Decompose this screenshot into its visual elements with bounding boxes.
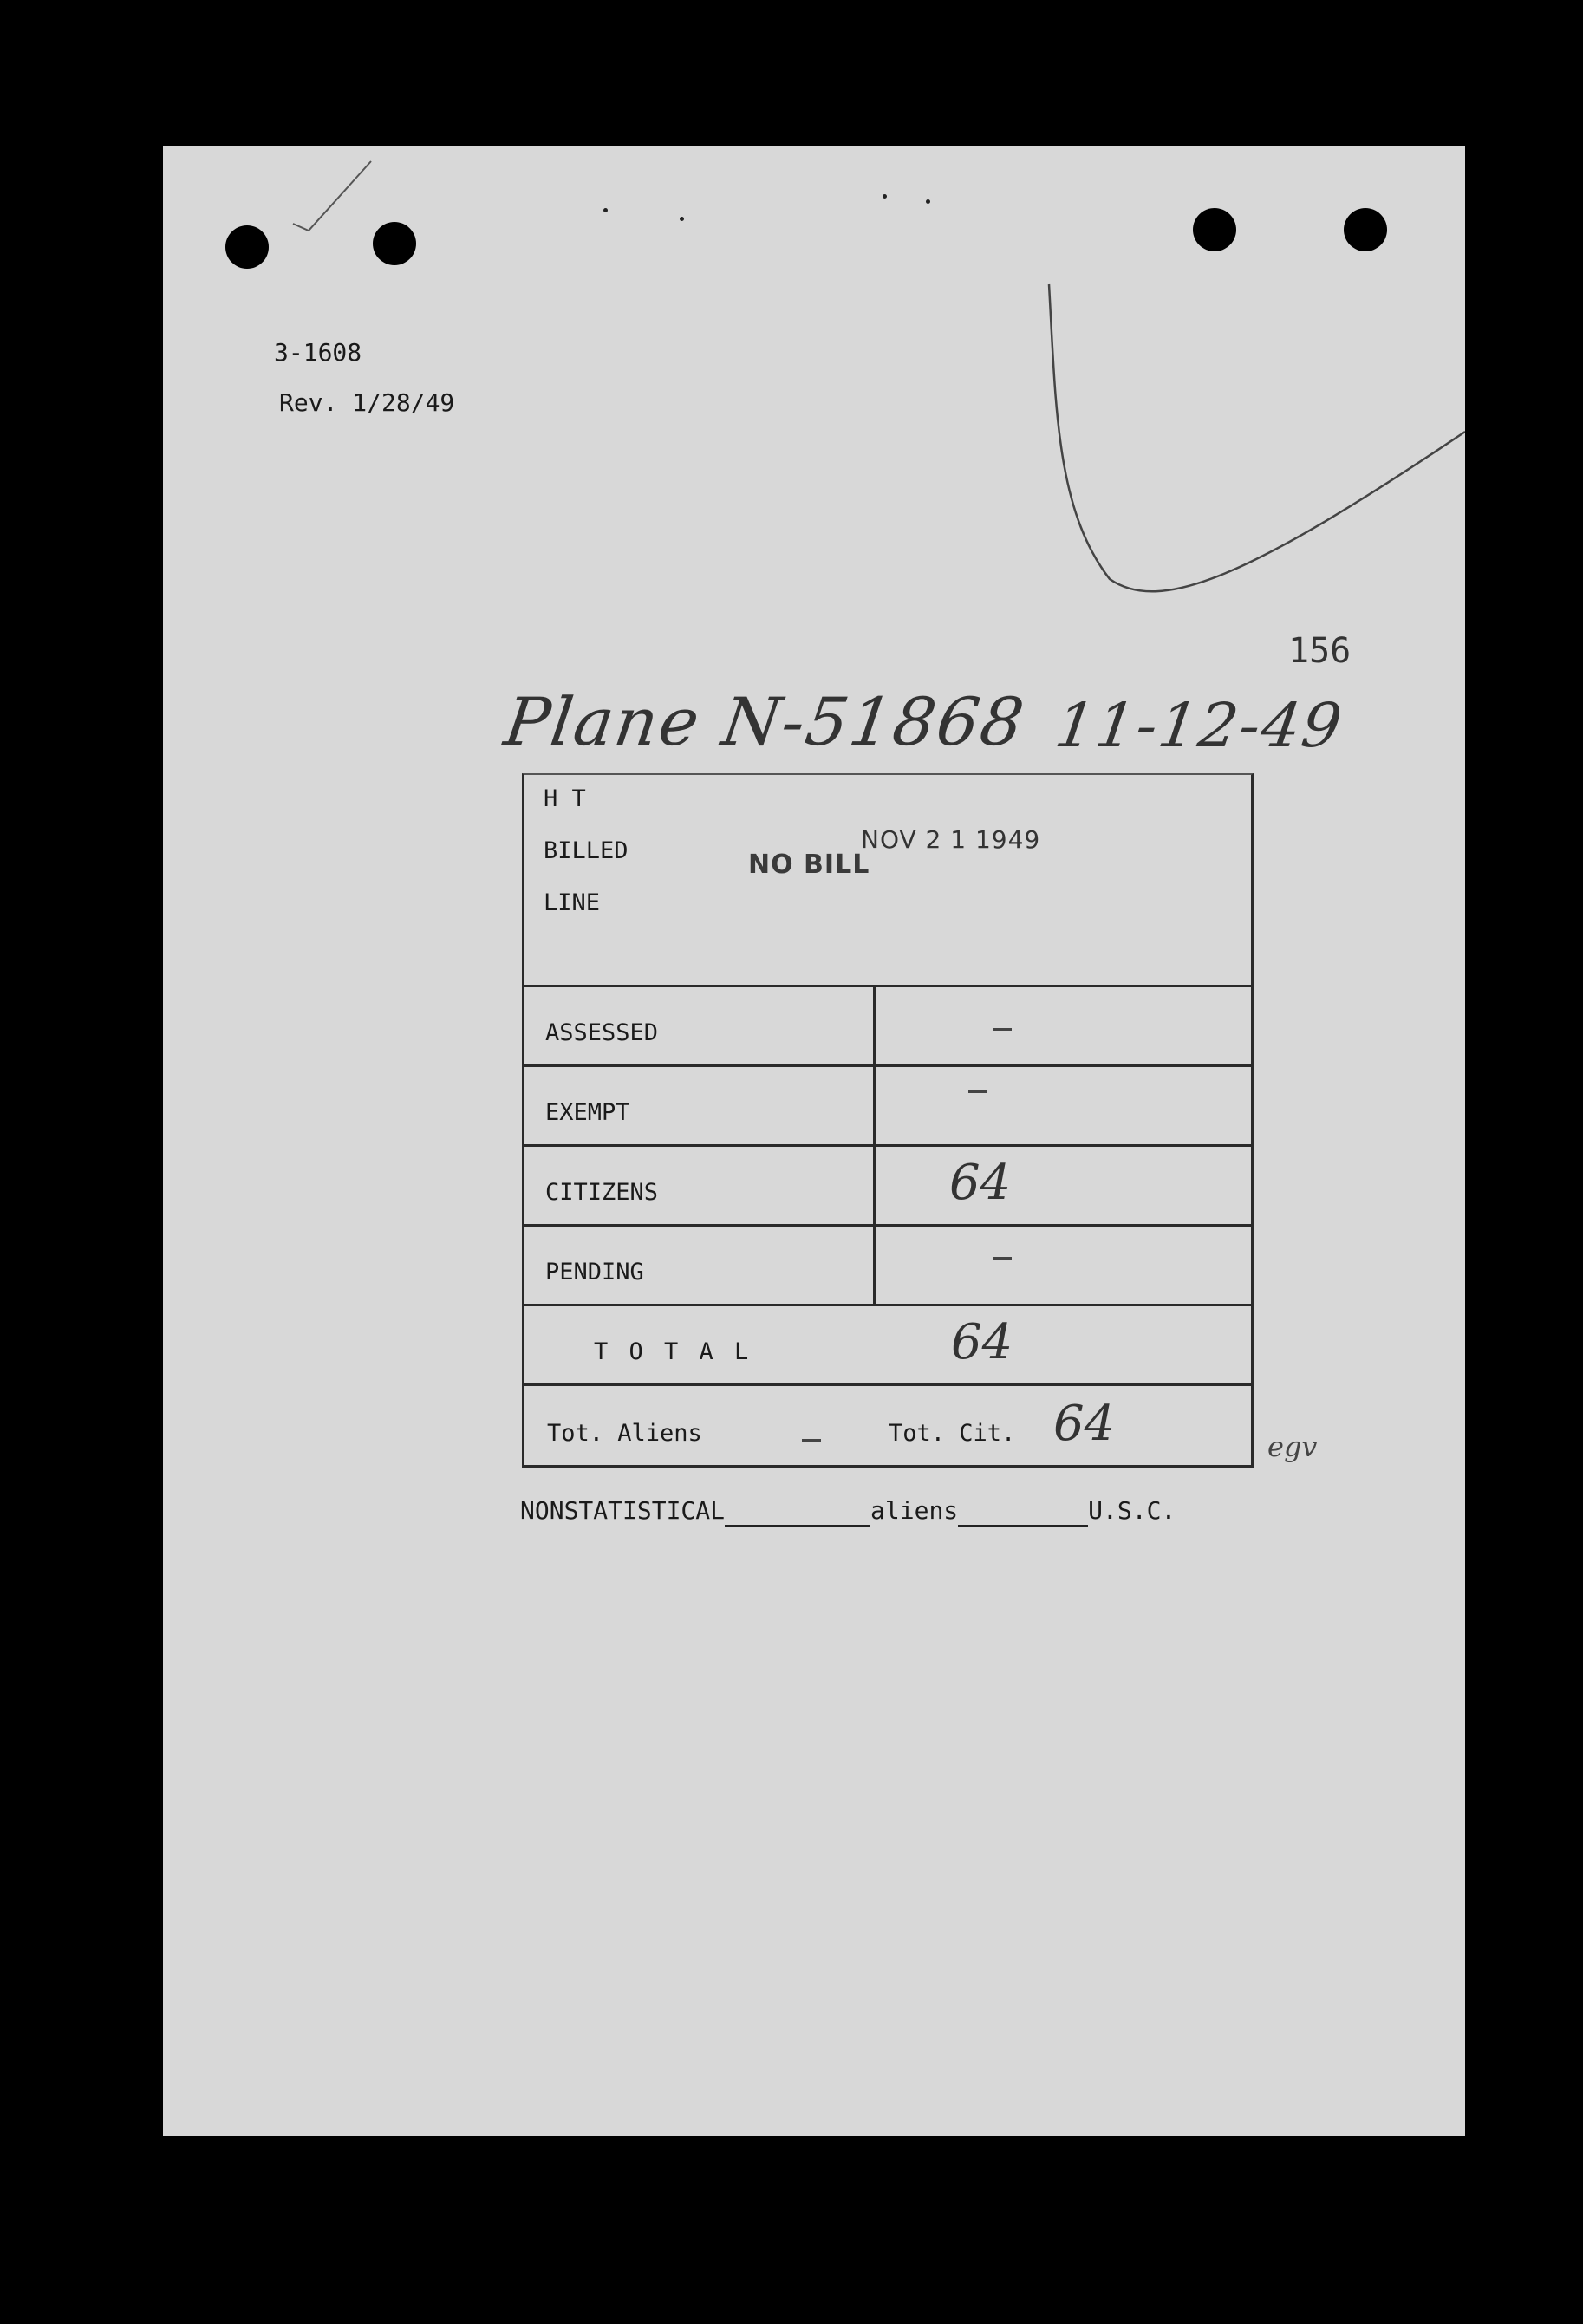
total-label: T O T A L <box>594 1338 752 1365</box>
manifest-table <box>522 773 1254 1468</box>
row-divider <box>524 1383 1251 1386</box>
margin-initials-text: egv <box>1267 1430 1318 1463</box>
value-dash-assessed <box>993 1028 1012 1031</box>
column-divider <box>873 985 876 1304</box>
value-dash-pending <box>993 1257 1012 1260</box>
row-divider <box>524 985 1251 987</box>
row-label-pending: PENDING <box>545 1259 644 1286</box>
nonstatistical-label: NONSTATISTICAL <box>520 1496 726 1525</box>
page-number: 156 <box>1288 631 1352 671</box>
tot-aliens-dash <box>802 1439 821 1442</box>
header-label-line: LINE <box>544 889 601 916</box>
pencil-marks <box>163 146 1465 752</box>
tot-aliens-label: Tot. Aliens <box>547 1420 702 1447</box>
row-divider <box>524 1304 1251 1306</box>
usc-label: U.S.C. <box>1088 1496 1176 1525</box>
handwritten-vessel: Plane N-51868 <box>499 683 1031 760</box>
row-divider <box>524 1224 1251 1227</box>
row-divider <box>524 1064 1251 1067</box>
handwritten-date: 11-12-49 <box>1051 690 1348 761</box>
header-label-ht: H T <box>544 785 586 812</box>
row-value-citizens: 64 <box>949 1155 1012 1211</box>
value-dash-exempt <box>968 1090 987 1093</box>
no-bill-stamp: NO BILL <box>748 850 870 880</box>
blank-line <box>958 1496 1088 1527</box>
header-label-billed: BILLED <box>544 837 629 864</box>
total-value: 64 <box>951 1314 1013 1370</box>
nonstatistical-line <box>520 1496 1176 1527</box>
row-label-exempt: EXEMPT <box>545 1099 630 1126</box>
tot-cit-label: Tot. Cit. <box>889 1420 1016 1447</box>
tot-cit-value: 64 <box>1053 1396 1116 1452</box>
row-label-citizens: CITIZENS <box>545 1179 659 1206</box>
aliens-label: aliens <box>870 1496 959 1525</box>
form-number: 3-1608 <box>274 338 362 367</box>
row-divider <box>524 1144 1251 1147</box>
row-label-assessed: ASSESSED <box>545 1019 659 1046</box>
blank-line <box>725 1496 870 1527</box>
form-revision: Rev. 1/28/49 <box>279 388 455 417</box>
margin-initials <box>1267 1430 1318 1463</box>
date-stamp: NOV 2 1 1949 <box>861 825 1041 854</box>
